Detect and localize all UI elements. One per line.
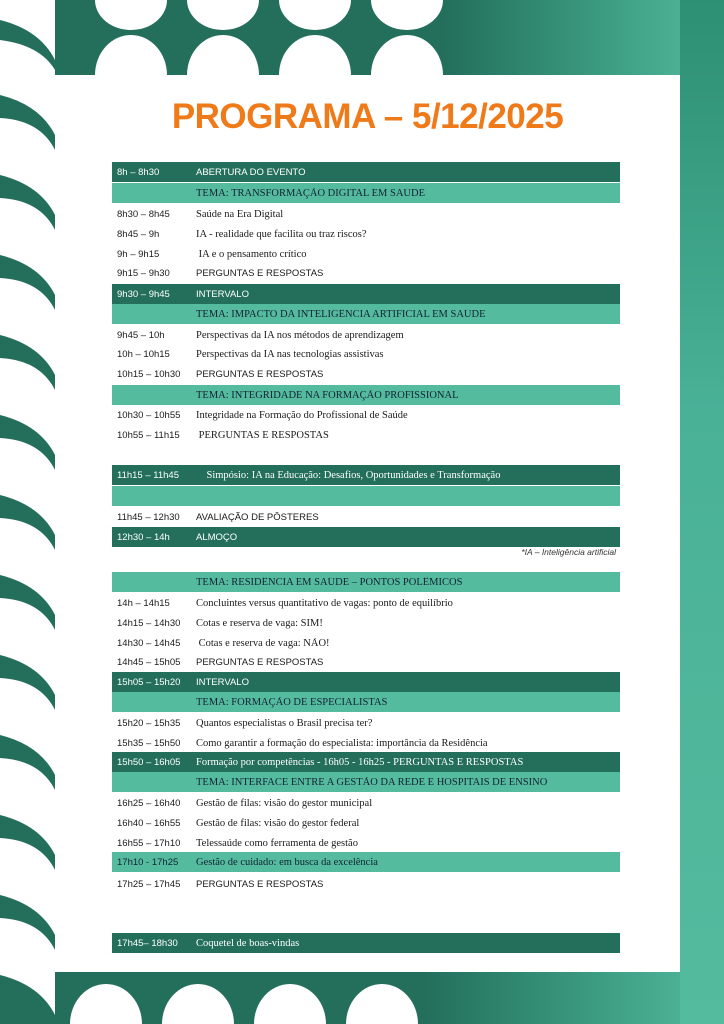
schedule-row (112, 224, 620, 244)
row-activity: PERGUNTAS E RESPOSTAS (196, 656, 324, 668)
row-time: 10h55 – 11h15 (117, 429, 180, 441)
row-time: 14h15 – 14h30 (117, 617, 181, 629)
row-time: 14h – 14h15 (117, 597, 170, 609)
schedule-row (112, 593, 620, 613)
schedule-row (112, 486, 620, 506)
row-activity: Gestão de filas: visão do gestor municipal (196, 797, 373, 809)
schedule-row (112, 572, 620, 592)
row-activity: AVALIAÇÃO DE PÔSTERES (196, 511, 319, 523)
schedule-row (112, 162, 620, 182)
schedule-row (112, 507, 620, 527)
schedule-row (112, 465, 620, 485)
schedule-row (112, 633, 620, 653)
row-time: 15h50 – 16h05 (117, 756, 181, 768)
schedule-row (112, 652, 620, 672)
schedule-row (112, 344, 620, 364)
program-card (55, 75, 680, 972)
row-activity: Quantos especialistas o Brasil precisa ter? (196, 717, 373, 729)
row-time: 8h – 8h30 (117, 166, 160, 178)
schedule-row (112, 613, 620, 633)
row-time: 16h55 – 17h10 (117, 837, 181, 849)
row-activity: Saúde na Era Digital (196, 208, 284, 220)
row-time: 15h35 – 15h50 (117, 737, 181, 749)
row-activity: ABERTURA DO EVENTO (196, 166, 306, 178)
row-activity: INTERVALO (196, 288, 249, 300)
row-time: 14h30 – 14h45 (117, 637, 181, 649)
row-time: 11h45 – 12h30 (117, 511, 180, 523)
row-activity: Formação por competências - 16h05 - 16h25 - PERGUNTAS E RESPOSTAS (196, 756, 524, 768)
bottom-waves (70, 984, 418, 1024)
row-time: 9h45 – 10h (117, 329, 165, 341)
row-activity: Como garantir a formação do especialista: importância da Residência (196, 737, 488, 749)
row-time: 15h05 – 15h20 (117, 676, 181, 688)
row-time: 8h30 – 8h45 (117, 208, 170, 220)
schedule-row (112, 852, 620, 872)
schedule-row (112, 874, 620, 894)
schedule-row (112, 733, 620, 753)
row-activity: Cotas e reserva de vaga: SIM! (196, 617, 323, 629)
row-time: 10h – 10h15 (117, 348, 170, 360)
row-time: 17h25 – 17h45 (117, 878, 181, 890)
schedule-row (112, 425, 620, 445)
schedule-row (112, 304, 620, 324)
row-activity: PERGUNTAS E RESPOSTAS (196, 267, 324, 279)
row-time: 14h45 – 15h05 (117, 656, 181, 668)
schedule-row (112, 183, 620, 203)
row-time: 9h30 – 9h45 (117, 288, 170, 300)
footnote: *IA – Inteligência artificial (521, 547, 616, 557)
row-activity: Coquetel de boas-vindas (196, 937, 300, 949)
row-activity: Simpósio: IA na Educação: Desafios, Oportunidades e Transformação (196, 469, 501, 481)
schedule-row (112, 813, 620, 833)
schedule-row (112, 772, 620, 792)
schedule-row (112, 204, 620, 224)
schedule-row (112, 672, 620, 692)
row-activity: Perspectivas da IA nas tecnologias assistivas (196, 348, 384, 360)
row-time: 17h10 - 17h25 (117, 856, 179, 868)
schedule-row (112, 364, 620, 384)
row-activity: PERGUNTAS E RESPOSTAS (196, 368, 324, 380)
row-time: 10h30 – 10h55 (117, 409, 181, 421)
row-time: 10h15 – 10h30 (117, 368, 181, 380)
schedule-row (112, 263, 620, 283)
left-waves (0, 20, 55, 1024)
row-time: 16h25 – 16h40 (117, 797, 181, 809)
schedule-row (112, 752, 620, 772)
row-time: 8h45 – 9h (117, 228, 160, 240)
row-time: 11h15 – 11h45 (117, 469, 179, 481)
row-activity: Concluintes versus quantitativo de vagas: ponto de equilíbrio (196, 597, 453, 609)
schedule-row (112, 385, 620, 405)
row-activity: TEMA: IMPACTO DA INTELIGÊNCIA ARTIFICIAL EM SAÚDE (196, 308, 486, 320)
schedule-row (112, 692, 620, 712)
schedule-row (112, 933, 620, 953)
row-time: 17h45– 18h30 (117, 937, 178, 949)
top-waves (95, 0, 443, 75)
row-activity: PERGUNTAS E RESPOSTAS (196, 878, 324, 890)
row-activity: TEMA: INTEGRIDADE NA FORMAÇÃO PROFISSIONAL (196, 389, 459, 401)
schedule-row (112, 527, 620, 547)
row-time: 16h40 – 16h55 (117, 817, 181, 829)
schedule-row (112, 405, 620, 425)
row-activity: IA e o pensamento crítico (196, 248, 307, 260)
row-activity: Integridade na Formação do Profissional de Saúde (196, 409, 408, 421)
row-activity: Telessaúde como ferramenta de gestão (196, 837, 358, 849)
schedule-row (112, 833, 620, 853)
row-activity: Perspectivas da IA nos métodos de aprendizagem (196, 329, 404, 341)
row-activity: TEMA: FORMAÇÃO DE ESPECIALISTAS (196, 696, 388, 708)
row-activity: TEMA: INTERFACE ENTRE A GESTÃO DA REDE E HOSPITAIS DE ENSINO (196, 776, 548, 788)
row-time: 12h30 – 14h (117, 531, 170, 543)
row-activity: INTERVALO (196, 676, 249, 688)
row-time: 15h20 – 15h35 (117, 717, 181, 729)
row-activity: Gestão de cuidado: em busca da excelência (196, 856, 378, 868)
row-activity: TEMA: TRANSFORMAÇÃO DIGITAL EM SAÚDE (196, 187, 426, 199)
row-activity: Gestão de filas: visão do gestor federal (196, 817, 360, 829)
row-activity: Cotas e reserva de vaga: NÃO! (196, 637, 330, 649)
row-activity: IA - realidade que facilita ou traz riscos? (196, 228, 367, 240)
page-title: PROGRAMA – 5/12/2025 (171, 97, 564, 136)
row-activity: ALMOÇO (196, 531, 238, 543)
schedule-row (112, 244, 620, 264)
row-time: 9h15 – 9h30 (117, 267, 170, 279)
schedule-row (112, 793, 620, 813)
schedule-row (112, 284, 620, 304)
schedule-row (112, 325, 620, 345)
schedule-row (112, 713, 620, 733)
row-activity: PERGUNTAS E RESPOSTAS (196, 429, 329, 441)
row-activity: TEMA: RESIDÊNCIA EM SAÚDE – PONTOS POLÊMICOS (196, 576, 463, 588)
row-time: 9h – 9h15 (117, 248, 160, 260)
